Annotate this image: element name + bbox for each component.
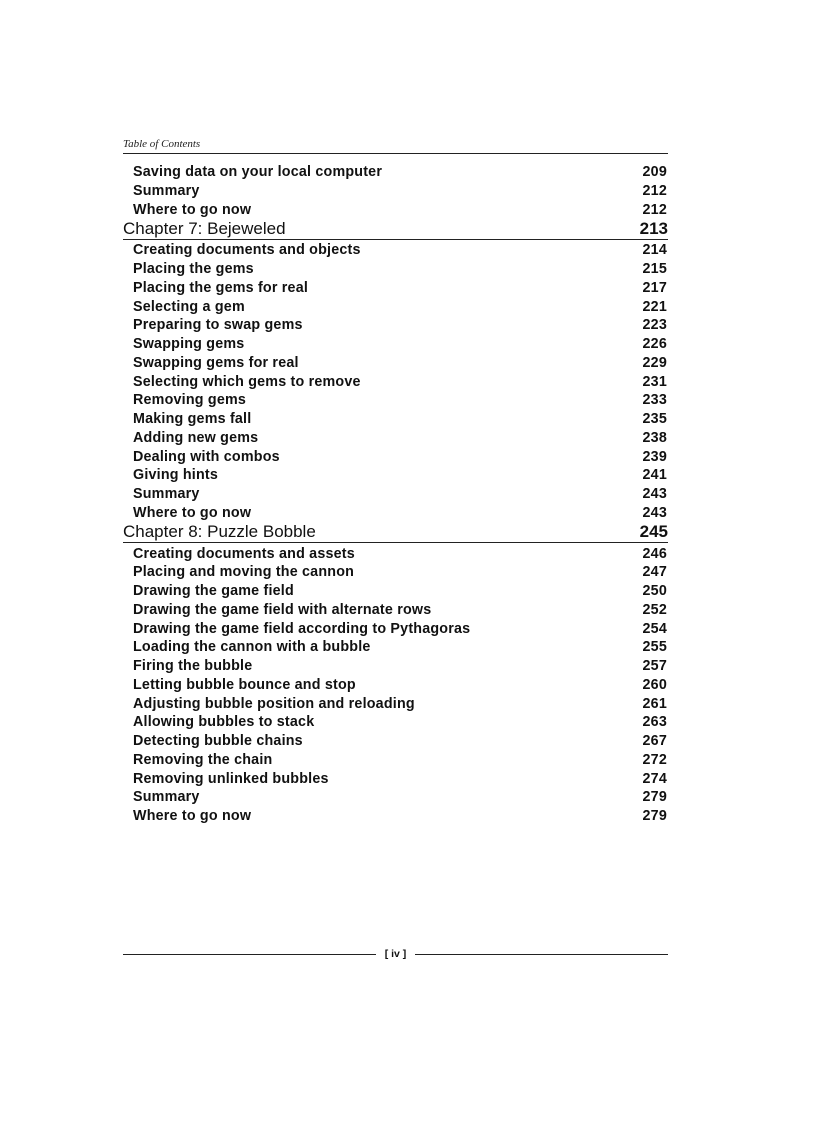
toc-entry[interactable] [123,504,668,523]
toc-entry-page-number: 238 [642,429,667,446]
toc-entry-title: Drawing the game field with alternate rows [133,601,432,618]
toc-entry[interactable] [123,163,668,182]
toc-entry[interactable] [123,298,668,317]
toc-entry-title: Swapping gems for real [133,354,299,371]
toc-entry[interactable] [123,260,668,279]
toc-entry-title: Summary [133,486,200,502]
toc-entry[interactable] [123,770,668,789]
toc-entry-title: Summary [133,182,200,199]
toc-entry[interactable] [123,676,668,695]
toc-entry-title: Adding new gems [133,429,259,446]
toc-entry-title: Creating documents and assets [133,545,355,562]
toc-entry-page-number: 252 [642,601,667,618]
toc-entry-title: Where to go now [133,201,252,218]
toc-entry-page-number: 247 [642,564,667,581]
toc-entry[interactable] [123,620,668,639]
toc-entry[interactable] [123,601,668,620]
toc-entry[interactable] [123,638,668,657]
toc-entry-title: Removing the chain [133,751,273,768]
toc-entry-title: Letting bubble bounce and stop [133,676,356,693]
toc-entry-title: Selecting which gems to remove [133,373,361,390]
toc-entry-title: Swapping gems [133,336,245,352]
toc-entry-page-number: 239 [642,448,667,465]
chapter-page-number: 245 [639,522,668,541]
toc-entry-page-number: 255 [642,639,667,656]
toc-entry-title: Drawing the game field [133,583,294,599]
toc-entry-page-number: 214 [642,242,667,259]
page-footer [123,944,668,964]
toc-entry-page-number: 231 [642,373,667,390]
toc-entry-title: Placing the gems for real [133,279,309,296]
toc-entry-page-number: 272 [642,751,667,768]
toc-entry[interactable] [123,241,668,260]
toc-entry[interactable] [123,751,668,770]
toc-entry-page-number: 274 [642,770,667,787]
toc-entry[interactable] [123,354,668,373]
toc-entry[interactable] [123,391,668,410]
toc-entry-page-number: 233 [642,392,667,409]
toc-entry[interactable] [123,410,668,429]
toc-entry-title: Placing the gems [133,261,254,277]
toc-entry[interactable] [123,695,668,714]
table-of-contents [123,163,668,826]
footer-rule-right [415,954,668,955]
toc-entry[interactable] [123,545,668,564]
toc-entry-title: Detecting bubble chains [133,733,303,749]
toc-entry[interactable] [123,182,668,201]
toc-entry-title: Making gems fall [133,411,252,427]
toc-entry[interactable] [123,788,668,807]
toc-entry-page-number: 209 [642,164,667,180]
toc-entry-title: Where to go now [133,808,252,824]
toc-entry[interactable] [123,582,668,601]
toc-entry-page-number: 279 [642,789,667,806]
chapter-title: Chapter 8: Puzzle Bobble [123,522,316,541]
toc-entry-page-number: 260 [642,676,667,693]
toc-entry-page-number: 243 [642,486,667,502]
toc-entry-title: Firing the bubble [133,658,253,674]
chapter-title: Chapter 7: Bejeweled [123,218,286,238]
toc-entry[interactable] [123,373,668,392]
toc-entry-title: Where to go now [133,504,252,521]
toc-entry[interactable] [123,279,668,298]
running-head-text: Table of Contents [123,138,201,150]
toc-entry-title: Dealing with combos [133,448,280,465]
toc-entry-page-number: 243 [642,504,667,521]
toc-entry-title: Loading the cannon with a bubble [133,639,371,656]
toc-entry-page-number: 226 [642,336,667,352]
toc-entry-title: Giving hints [133,467,219,484]
toc-entry-page-number: 215 [642,261,667,277]
toc-entry-page-number: 279 [642,808,667,824]
toc-entry-title: Summary [133,789,200,806]
toc-entry[interactable] [123,201,668,220]
toc-entry-page-number: 212 [642,182,667,199]
toc-entry-page-number: 257 [642,658,667,674]
toc-entry-title: Placing and moving the cannon [133,564,355,581]
toc-entry[interactable] [123,316,668,335]
toc-entry-title: Preparing to swap gems [133,317,303,334]
toc-entry-title: Drawing the game field according to Pythagoras [133,620,471,637]
toc-entry-page-number: 241 [642,467,667,484]
toc-entry-title: Creating documents and objects [133,242,361,259]
toc-entry-page-number: 250 [642,583,667,599]
chapter-heading[interactable] [123,523,668,543]
toc-entry-page-number: 235 [642,411,667,427]
chapter-page-number: 213 [639,218,668,238]
toc-entry-page-number: 267 [642,733,667,749]
toc-entry-page-number: 212 [642,201,667,218]
footer-rule-left [123,954,376,955]
chapter-heading[interactable] [123,220,668,240]
toc-entry[interactable] [123,713,668,732]
page-number: [ iv ] [384,948,407,960]
toc-entry[interactable] [123,807,668,826]
toc-entry-title: Adjusting bubble position and reloading [133,695,415,712]
toc-entry-page-number: 217 [642,279,667,296]
toc-entry-title: Removing gems [133,392,247,409]
toc-entry-page-number: 229 [642,354,667,371]
running-head [123,134,668,154]
toc-entry[interactable] [123,485,668,504]
toc-entry[interactable] [123,732,668,751]
toc-entry-title: Selecting a gem [133,298,245,315]
toc-entry[interactable] [123,657,668,676]
toc-entry-page-number: 263 [642,714,667,731]
toc-entry-page-number: 223 [642,317,667,334]
toc-entry-title: Saving data on your local computer [133,164,383,180]
toc-entry-title: Removing unlinked bubbles [133,770,329,787]
toc-entry[interactable] [123,466,668,485]
toc-entry[interactable] [123,563,668,582]
toc-entry-page-number: 246 [642,545,667,562]
toc-entry-page-number: 261 [642,695,667,712]
toc-entry-page-number: 221 [642,298,667,315]
toc-entry-title: Allowing bubbles to stack [133,714,315,731]
toc-entry[interactable] [123,335,668,354]
toc-entry[interactable] [123,429,668,448]
toc-entry-page-number: 254 [642,620,667,637]
toc-entry[interactable] [123,448,668,467]
